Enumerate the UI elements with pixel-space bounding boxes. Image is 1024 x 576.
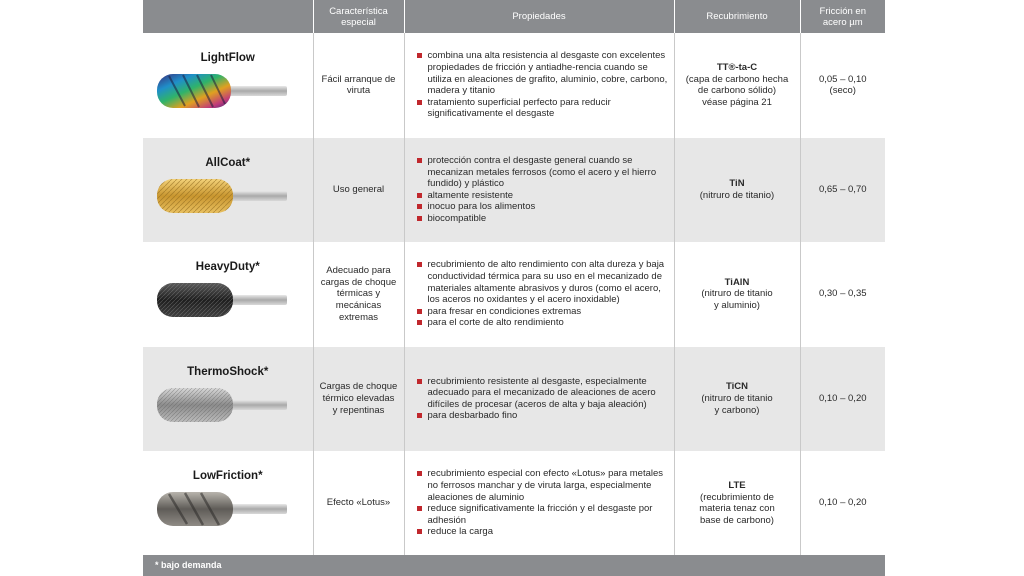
friction-cell: 0,10 – 0,20 (818, 497, 867, 509)
product-cell (143, 242, 313, 347)
property-item: inocuo para los alimentos (417, 201, 668, 213)
feature-cell: Adecuado para cargas de choque térmicas y mecánicas extremas (313, 242, 404, 347)
product-name: AllCoat* (205, 156, 251, 169)
header-feature: Característica especial (313, 0, 404, 33)
coating-page-reference: véase página 21 (702, 96, 772, 108)
red-square-bullet-icon (417, 506, 422, 511)
silver-burr-icon (155, 385, 290, 425)
property-item: tratamiento superficial perfecto para reducir significativamente el desgaste (417, 97, 668, 120)
coatings-table-container (143, 0, 885, 576)
red-square-bullet-icon (417, 204, 422, 209)
red-square-bullet-icon (417, 413, 422, 418)
property-item: recubrimiento especial con efecto «Lotus» para metales no ferrosos manchar y de viruta larga, especialmente aleaciones de aluminio (417, 468, 668, 503)
property-item: reduce la carga (417, 526, 668, 538)
coatings-table (143, 0, 885, 556)
coating-name: TiN (729, 178, 745, 190)
coating-description: (nitruro de titanio y aluminio) (701, 288, 773, 312)
coating-name: TT®-ta-C (716, 62, 758, 74)
property-item: altamente resistente (417, 190, 668, 202)
property-item: para desbarbado fino (417, 410, 668, 422)
product-cell (143, 347, 313, 452)
property-item: combina una alta resistencia al desgaste con excelentes propiedades de fricción y antiadhe-rencia cuando se utiliza en aleaciones de grafito, aluminio, cobre, carbono, madera y titanio (417, 50, 668, 96)
table-row (143, 347, 885, 452)
properties-cell (404, 451, 674, 556)
coating-cell (674, 242, 800, 347)
table-row (143, 242, 885, 347)
coating-description: (nitruro de titanio) (699, 189, 775, 201)
red-square-bullet-icon (417, 529, 422, 534)
coating-name: TiCN (726, 381, 748, 393)
red-square-bullet-icon (417, 320, 422, 325)
red-square-bullet-icon (417, 216, 422, 221)
property-item: reduce significativamente la fricción y el desgaste por adhesión (417, 503, 668, 526)
header-product (143, 0, 313, 33)
red-square-bullet-icon (417, 309, 422, 314)
property-item: recubrimiento de alto rendimiento con alta dureza y baja conductividad térmica para su uso en el mecanizado de materiales altamente abrasivos y duros (como el acero, los aceros no oxidantes y el acero inoxidable) (417, 259, 668, 305)
header-friction: Fricción en acero µm (800, 0, 885, 33)
properties-cell (404, 347, 674, 452)
feature-cell: Uso general (313, 138, 404, 243)
red-square-bullet-icon (417, 262, 422, 267)
red-square-bullet-icon (417, 100, 422, 105)
red-square-bullet-icon (417, 471, 422, 476)
feature-cell: Cargas de choque térmico elevadas y repentinas (313, 347, 404, 452)
property-item: para fresar en condiciones extremas (417, 306, 668, 318)
properties-cell (404, 33, 674, 138)
coating-cell (674, 138, 800, 243)
coating-name: LTE (728, 480, 746, 492)
feature-cell: Fácil arranque de viruta (313, 33, 404, 138)
properties-cell (404, 242, 674, 347)
feature-cell: Efecto «Lotus» (313, 451, 404, 556)
product-name: ThermoShock* (187, 365, 269, 378)
coating-cell (674, 33, 800, 138)
red-square-bullet-icon (417, 379, 422, 384)
friction-cell: 0,10 – 0,20 (800, 347, 885, 452)
coating-description: (capa de carbono hecha de carbono sólido) (685, 73, 789, 97)
header-coating: Recubrimiento (674, 0, 800, 33)
red-square-bullet-icon (417, 53, 422, 58)
property-item: protección contra el desgaste general cuando se mecanizan metales ferrosos (como el acero y el hierro fundido) y plástico (417, 155, 668, 190)
product-name: LowFriction* (192, 470, 263, 483)
header-properties: Propiedades (404, 0, 674, 33)
product-cell (143, 451, 313, 556)
table-row (143, 33, 885, 138)
property-item: para el corte de alto rendimiento (417, 317, 668, 329)
coating-cell (674, 451, 800, 556)
product-cell (143, 33, 313, 138)
friction-cell: 0,05 – 0,10 (seco) (818, 73, 867, 97)
coating-description: (nitruro de titanio y carbono) (701, 392, 773, 416)
coating-cell (674, 347, 800, 452)
property-item: biocompatible (417, 213, 668, 225)
product-cell (143, 138, 313, 243)
table-header-row (143, 0, 885, 33)
red-square-bullet-icon (417, 158, 422, 163)
gray-burr-icon (155, 489, 290, 529)
red-square-bullet-icon (417, 193, 422, 198)
gold-burr-icon (155, 176, 290, 216)
properties-cell (404, 138, 674, 243)
table-row (143, 451, 885, 556)
coating-description: (recubrimiento de materia tenaz con base de carbono) (699, 491, 775, 526)
table-row (143, 138, 885, 243)
product-name: LightFlow (200, 52, 255, 65)
coating-name: TiAlN (724, 276, 750, 288)
footnote-bar: * bajo demanda (143, 555, 885, 576)
product-name: HeavyDuty* (195, 261, 260, 274)
friction-cell: 0,30 – 0,35 (818, 288, 867, 300)
friction-cell: 0,65 – 0,70 (800, 138, 885, 243)
property-item: recubrimiento resistente al desgaste, especialmente adecuado para el mecanizado de aleaciones de acero difíciles de procesar (aceros de alta y baja aleación) (417, 376, 668, 411)
rainbow-burr-icon (155, 71, 290, 111)
black-burr-icon (155, 280, 290, 320)
